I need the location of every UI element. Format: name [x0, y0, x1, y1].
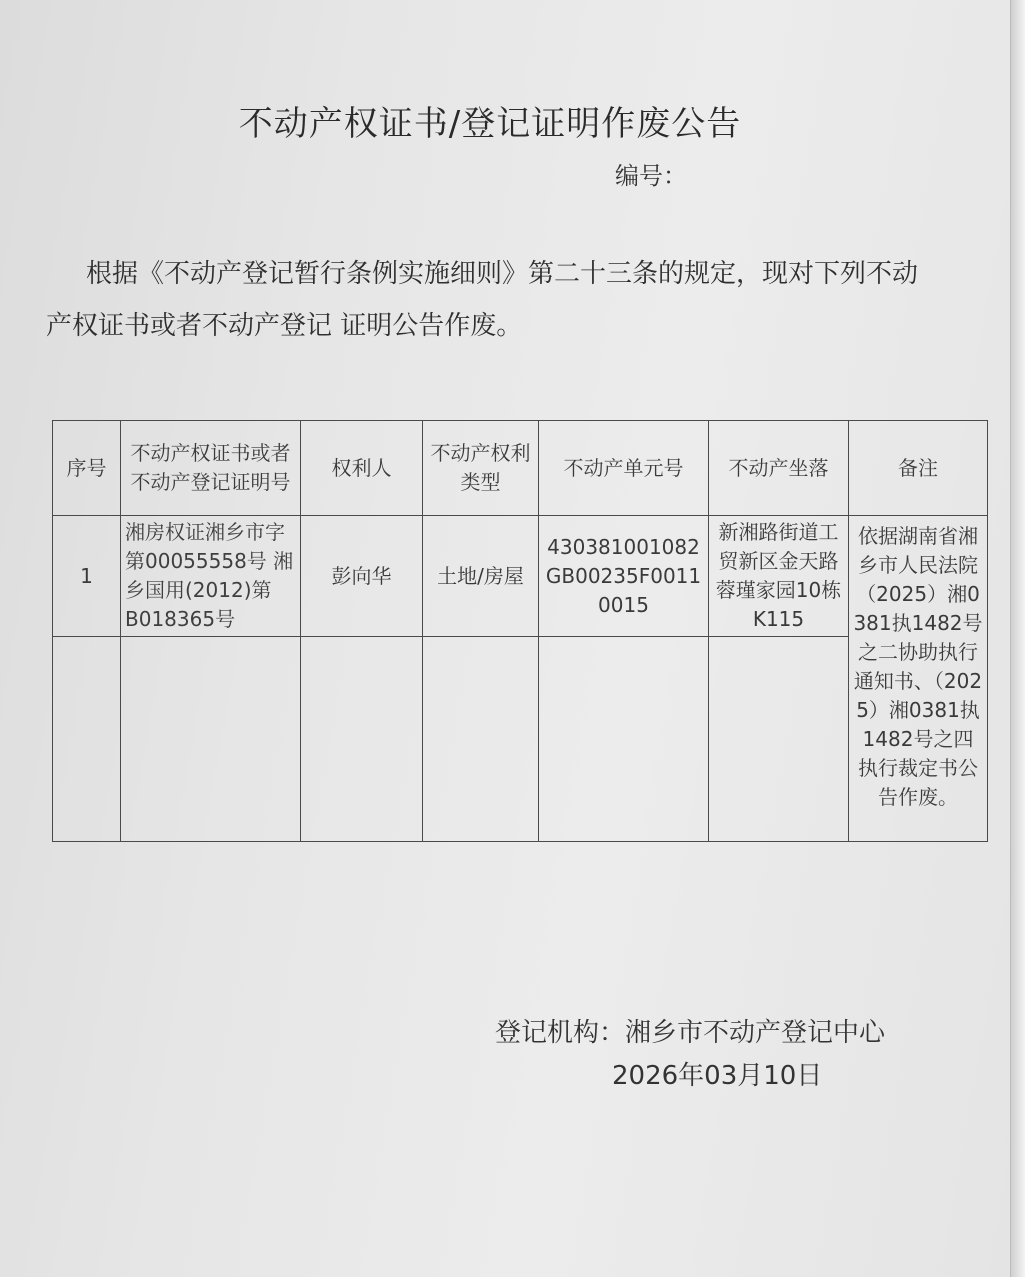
cell-holder: 彭向华 — [301, 516, 423, 637]
header-holder: 权利人 — [301, 421, 423, 516]
void-notice-table — [52, 420, 988, 842]
table-row-empty — [53, 637, 988, 842]
empty-cell — [423, 637, 539, 842]
document-title: 不动产权证书/登记证明作废公告 — [238, 104, 742, 144]
cell-right-type: 土地/房屋 — [423, 516, 539, 637]
header-remark: 备注 — [849, 421, 988, 516]
header-cert-no: 不动产权证书或者 不动产登记证明号 — [121, 421, 301, 516]
cell-remark: 依据湖南省湘乡市人民法院（2025）湘0381执1482号之二协助执行通知书、（2025）湘0381执1482号之四执行裁定书公告作废。 — [849, 516, 988, 842]
notice-date: 2026年03月10日 — [612, 1061, 823, 1091]
empty-cell — [709, 637, 849, 842]
empty-cell — [121, 637, 301, 842]
page-edge — [1010, 0, 1025, 1277]
registration-authority: 登记机构：湘乡市不动产登记中心 — [495, 1018, 886, 1048]
table-row — [53, 516, 988, 637]
header-location: 不动产坐落 — [709, 421, 849, 516]
cell-cert-no: 湘房权证湘乡市字第00055558号 湘乡国用(2012)第B018365号 — [121, 516, 301, 637]
intro-paragraph: 根据《不动产登记暂行条例实施细则》第二十三条的规定，现对下列不动产权证书或者不动产登记 证明公告作废。 — [46, 259, 919, 341]
empty-cell — [53, 637, 121, 842]
cell-unit-no: 430381001082GB00235F00110015 — [539, 516, 709, 637]
empty-cell — [301, 637, 423, 842]
header-right-type: 不动产权利类型 — [423, 421, 539, 516]
cell-seq: 1 — [53, 516, 121, 637]
header-seq: 序号 — [53, 421, 121, 516]
document-number-label: 编号： — [615, 162, 687, 190]
header-unit-no: 不动产单元号 — [539, 421, 709, 516]
empty-cell — [539, 637, 709, 842]
cell-location: 新湘路街道工贸新区金天路蓉瑾家园10栋K115 — [709, 516, 849, 637]
table-header-row — [53, 421, 988, 516]
